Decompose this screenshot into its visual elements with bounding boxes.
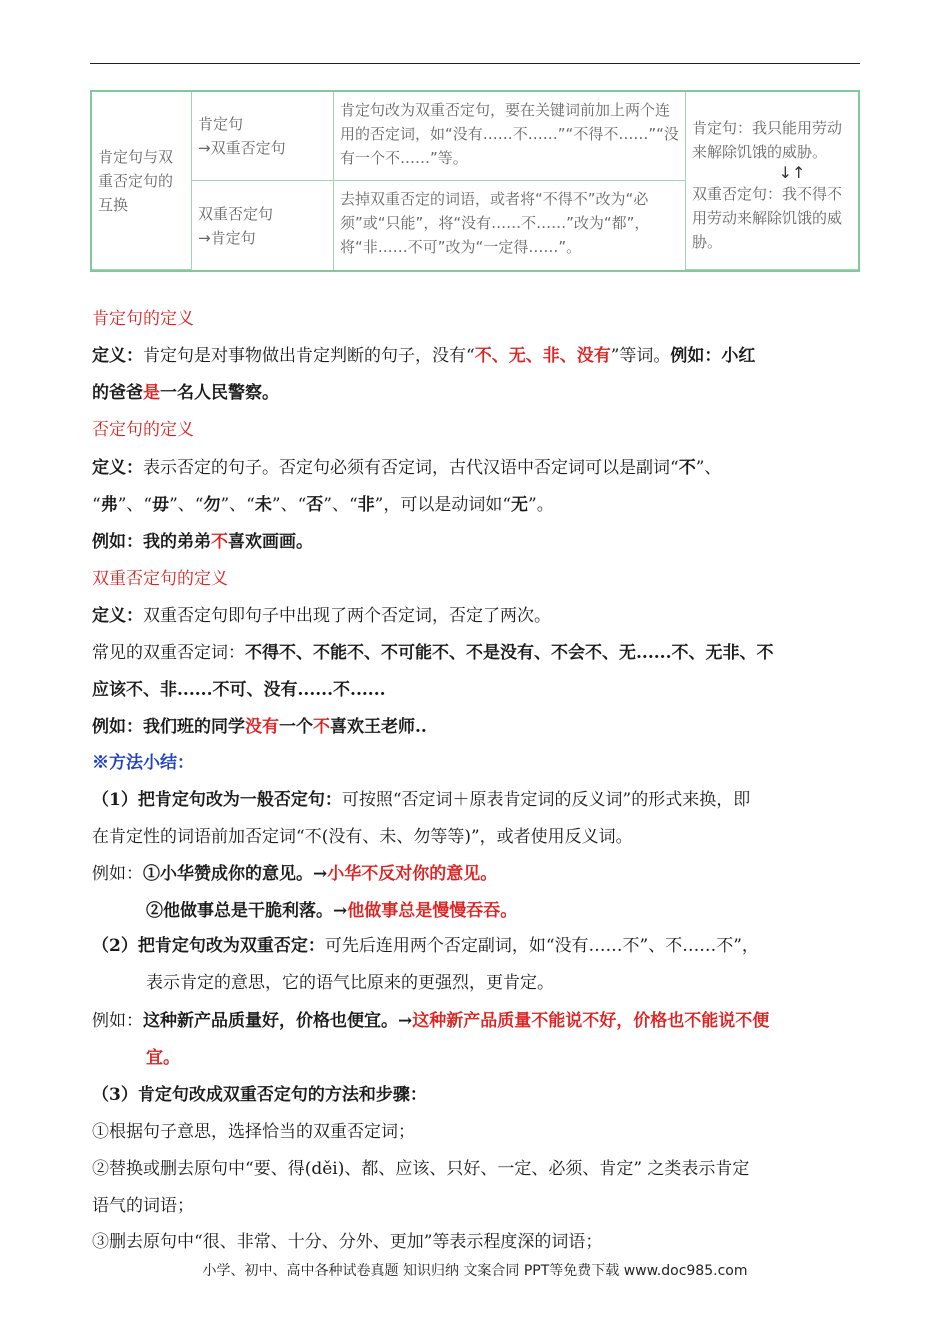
answer: 小华不反对你的意见。 xyxy=(327,864,498,884)
kw: 弗 xyxy=(100,495,118,515)
label: （2）把肯定句改为双重否定： xyxy=(92,936,325,956)
step2: ②替换或删去原句中“要、得(děi)、都、应该、只好、一定、必须、肯定” 之类表示肯定 xyxy=(92,1159,750,1179)
step2-line2: 语气的词语； xyxy=(92,1196,194,1216)
text: 肯定句是对事物做出肯定判断的句子，没有“ xyxy=(143,346,475,366)
text: 的爸爸 xyxy=(92,383,143,403)
text: ①小华赞成你的意见。→ xyxy=(143,864,328,884)
text: 喜欢画画。 xyxy=(228,532,313,552)
label: 定义： xyxy=(92,346,143,366)
row2-type-cell xyxy=(192,181,334,270)
dbl-common-words-line2: 应该不、非......不可、没有......不...... xyxy=(92,680,386,700)
q: ”。 xyxy=(528,495,554,515)
keyword: 不 xyxy=(678,458,696,478)
text: 例如：我们班的同学 xyxy=(92,717,245,737)
text: ②他做事总是干脆利落。→ xyxy=(146,901,348,921)
text: 一个 xyxy=(279,717,313,737)
keywords: 不、无、非、没有 xyxy=(474,346,611,366)
method1 xyxy=(92,787,862,813)
method2-example xyxy=(92,1008,862,1034)
q: ”、“ xyxy=(271,495,307,515)
row2-method: 去掉双重否定的词语，或者将“不得不”改为“必须”或“只能”，将“没有……不……”改为“都”，将“非……不可”改为“一定得……”。 xyxy=(340,190,650,256)
label: 例如： xyxy=(92,1011,143,1031)
keyword: 没有 xyxy=(245,717,279,737)
affirm-heading: 肯定句的定义 xyxy=(92,309,194,329)
step1: ①根据句子意思，选择恰当的双重否定词； xyxy=(92,1122,415,1142)
row1-method: 肯定句改为双重否定句，要在关键词前加上两个连用的否定词，如“没有……不……”“不得不……”“没有一个不……”等。 xyxy=(340,101,679,167)
row2-type-a: 双重否定句 xyxy=(198,204,274,223)
kw: 非 xyxy=(357,495,375,515)
keyword: 是 xyxy=(143,383,160,403)
method2-example-line2: 宜。 xyxy=(146,1048,180,1068)
text: 一名人民警察。 xyxy=(160,383,279,403)
label: （1）把肯定句改为一般否定句： xyxy=(92,790,342,810)
step3: ③删去原句中“很、非常、十分、分外、更加”等表示程度深的词语； xyxy=(92,1232,603,1252)
row2-method-cell xyxy=(334,181,686,270)
kw: 勿 xyxy=(203,495,221,515)
method1-example1 xyxy=(92,861,862,887)
text: 喜欢王老师.. xyxy=(330,717,427,737)
keyword: 不 xyxy=(211,532,228,552)
neg-heading: 否定句的定义 xyxy=(92,420,194,440)
dbl-example xyxy=(92,714,862,740)
row1-method-cell xyxy=(334,92,686,181)
affirm-example xyxy=(92,380,862,406)
method2 xyxy=(92,933,862,959)
affirm-definition xyxy=(92,343,862,369)
text: 例如：我的弟弟 xyxy=(92,532,211,552)
keyword: 不 xyxy=(313,717,330,737)
q: “ xyxy=(92,495,101,515)
text: 这种新产品质量好，价格也便宜。→ xyxy=(143,1011,413,1031)
kw: 无 xyxy=(511,495,529,515)
kw: 未 xyxy=(254,495,272,515)
kw: 毋 xyxy=(152,495,170,515)
answer: 这种新产品质量不能说不好，价格也不能说不便 xyxy=(412,1011,770,1031)
method1-example2 xyxy=(146,898,916,924)
label: 定义： xyxy=(92,458,143,478)
q: ”、“ xyxy=(220,495,255,515)
row2-type-b: →肯定句 xyxy=(198,228,256,247)
answer: 他做事总是慢慢吞吞。 xyxy=(347,901,518,921)
method3: （3）肯定句改成双重否定句的方法和步骤： xyxy=(92,1085,427,1105)
neg-definition-line2 xyxy=(92,492,862,518)
dbl-heading: 双重否定句的定义 xyxy=(92,569,228,589)
label: 例如： xyxy=(92,864,143,884)
label: 常见的双重否定词： xyxy=(92,643,245,663)
dbl-common-words xyxy=(92,640,862,666)
words: 不得不、不能不、不可能不、不是没有、不会不、无......不、无非、不 xyxy=(245,643,774,663)
page-footer: 小学、初中、高中各种试卷真题 知识归纳 文案合同 PPT等免费下载 www.doc985.com xyxy=(202,1263,748,1279)
row1-type-b: →双重否定句 xyxy=(198,139,286,157)
text: 可先后连用两个否定副词，如“没有……不”、不……不”， xyxy=(324,936,759,956)
neg-example xyxy=(92,529,862,555)
table-topic: 肯定句与双重否定句的互换 xyxy=(98,147,174,214)
q: ”，可以是动词如“ xyxy=(374,495,512,515)
row1-type-cell xyxy=(192,92,334,181)
text: ”、 xyxy=(695,458,722,478)
example-label: 例如：小红 xyxy=(670,346,756,366)
text: 可按照“否定词＋原表肯定词的反义词”的形式来换，即 xyxy=(341,790,751,810)
header-rule xyxy=(90,63,860,64)
text: ”等词。 xyxy=(610,346,671,366)
row1-type-a: 肯定句 xyxy=(198,115,244,133)
q: ”、“ xyxy=(323,495,358,515)
text: 表示否定的句子。否定句必须有否定词，古代汉语中否定词可以是副词“ xyxy=(143,458,679,478)
summary-heading: ※方法小结： xyxy=(92,753,194,773)
kw: 否 xyxy=(306,495,324,515)
example-affirm: 肯定句：我只能用劳动来解除饥饿的威胁。 xyxy=(692,119,843,161)
example-double: 双重否定句：我不得不用劳动来解除饥饿的威胁。 xyxy=(692,185,843,251)
text: 双重否定句即句子中出现了两个否定词，否定了两次。 xyxy=(143,606,551,626)
dbl-definition xyxy=(92,603,862,629)
example-cell xyxy=(686,92,858,270)
neg-definition xyxy=(92,455,862,481)
method2-line2: 表示肯定的意思，它的语气比原来的更强烈，更肯定。 xyxy=(146,973,554,993)
method1-line2: 在肯定性的词语前加否定词“不(没有、未、勿等等)”，或者使用反义词。 xyxy=(92,827,633,847)
example-arrows: ↓↑ xyxy=(778,163,806,182)
label: 定义： xyxy=(92,606,143,626)
conversion-table xyxy=(90,90,860,272)
q: ”、“ xyxy=(117,495,153,515)
table-topic-cell xyxy=(92,92,192,270)
q: ”、“ xyxy=(169,495,204,515)
